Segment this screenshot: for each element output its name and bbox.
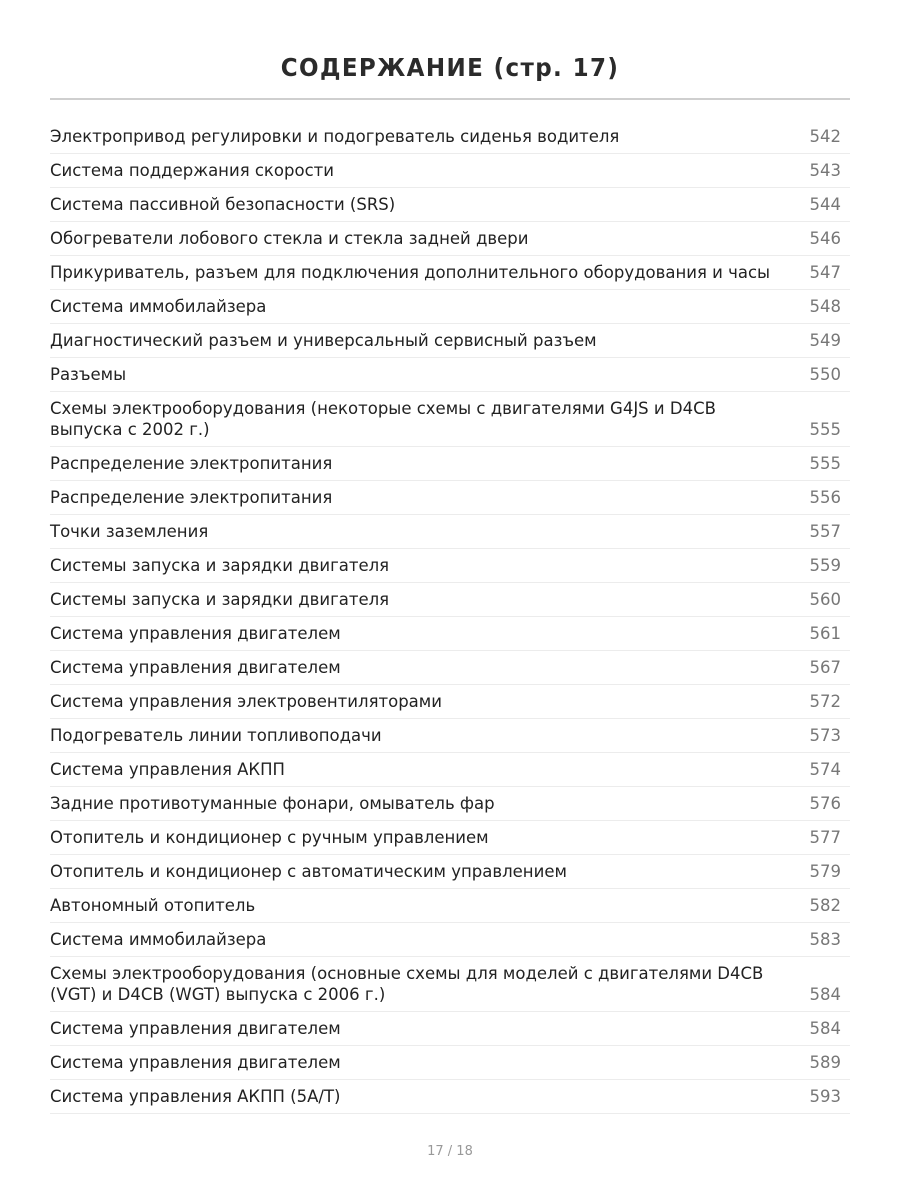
toc-entry-label: Система иммобилайзера	[50, 297, 267, 316]
toc-entry-page: 576	[809, 794, 841, 813]
toc-entry[interactable]	[50, 481, 850, 515]
toc-entry-label: Автономный отопитель	[50, 896, 256, 915]
toc-entry-page: 574	[809, 760, 841, 779]
toc-entry-label: Система управления двигателем	[50, 1053, 341, 1072]
toc-entry[interactable]	[50, 324, 850, 358]
toc-entry-page: 543	[809, 161, 841, 180]
toc-entry[interactable]	[50, 358, 850, 392]
toc-entry-label: Системы запуска и зарядки двигателя	[50, 556, 390, 575]
toc-entry[interactable]	[50, 188, 850, 222]
toc-entry-page: 593	[809, 1087, 841, 1106]
toc-entry-page: 584	[809, 1019, 841, 1038]
title-divider	[50, 98, 850, 100]
toc-entry[interactable]	[50, 290, 850, 324]
toc-entry-page: 572	[809, 692, 841, 711]
toc-entry-label: Система управления двигателем	[50, 658, 341, 677]
toc-entry-label: Система управления АКПП	[50, 760, 285, 779]
toc-entry-label: Система иммобилайзера	[50, 930, 267, 949]
toc-entry-label: Система управления двигателем	[50, 624, 341, 643]
toc-entry-label: Схемы электрооборудования (некоторые схемы с двигателями G4JS и D4CB выпуска с 2002 г.)	[50, 399, 716, 439]
toc-entry-page: 567	[809, 658, 841, 677]
toc-entry[interactable]	[50, 685, 850, 719]
toc-entry-page: 589	[809, 1053, 841, 1072]
toc-entry-label: Система пассивной безопасности (SRS)	[50, 195, 396, 214]
toc-entry-page: 546	[809, 229, 841, 248]
toc-entry-page: 547	[809, 263, 841, 282]
toc-entry-label: Задние противотуманные фонари, омыватель фар	[50, 794, 495, 813]
toc-entry-label: Системы запуска и зарядки двигателя	[50, 590, 390, 609]
toc-entry-label: Распределение электропитания	[50, 488, 333, 507]
toc-entry[interactable]	[50, 549, 850, 583]
toc-entry[interactable]	[50, 392, 850, 447]
toc-entry[interactable]	[50, 855, 850, 889]
toc-entry[interactable]	[50, 617, 850, 651]
toc-entry-page: 555	[809, 420, 841, 439]
toc-entry-label: Электропривод регулировки и подогреватель сиденья водителя	[50, 127, 620, 146]
toc-entry-page: 583	[809, 930, 841, 949]
toc-entry-page: 542	[809, 127, 841, 146]
toc-entry[interactable]	[50, 957, 850, 1012]
toc-entry-label: Отопитель и кондиционер с автоматическим управлением	[50, 862, 567, 881]
toc-entry-label: Схемы электрооборудования (основные схемы для моделей с двигателями D4CB (VGT) и D4CB (WGT) выпуска с 2006 г.)	[50, 964, 764, 1004]
toc-entry[interactable]	[50, 889, 850, 923]
toc-entry-label: Диагностический разъем и универсальный сервисный разъем	[50, 331, 597, 350]
page-indicator: 17 / 18	[427, 1144, 473, 1159]
toc-entry[interactable]	[50, 1080, 850, 1114]
toc-entry[interactable]	[50, 222, 850, 256]
toc-entry[interactable]	[50, 651, 850, 685]
toc-entry-page: 584	[809, 985, 841, 1004]
toc-entry-page: 579	[809, 862, 841, 881]
toc-entry[interactable]	[50, 583, 850, 617]
toc-entry-label: Обогреватели лобового стекла и стекла задней двери	[50, 229, 529, 248]
toc-entry-label: Подогреватель линии топливоподачи	[50, 726, 382, 745]
toc-entry-page: 561	[809, 624, 841, 643]
toc-entry-page: 556	[809, 488, 841, 507]
toc-entry[interactable]	[50, 447, 850, 481]
toc-entry-page: 573	[809, 726, 841, 745]
toc-entry-page: 559	[809, 556, 841, 575]
toc-entry-label: Точки заземления	[50, 522, 209, 541]
toc-entry-label: Система управления электровентиляторами	[50, 692, 442, 711]
toc-entry-label: Система управления АКПП (5А/Т)	[50, 1087, 341, 1106]
toc-entry-label: Прикуриватель, разъем для подключения дополнительного оборудования и часы	[50, 263, 771, 282]
toc-entry-page: 560	[809, 590, 841, 609]
toc-entry[interactable]	[50, 787, 850, 821]
toc-entry-page: 549	[809, 331, 841, 350]
toc-entry[interactable]	[50, 1046, 850, 1080]
toc-entry-label: Система поддержания скорости	[50, 161, 334, 180]
toc-entry-label: Разъемы	[50, 365, 127, 384]
page-title: СОДЕРЖАНИЕ (стр. 17)	[280, 52, 620, 82]
toc-entry[interactable]	[50, 923, 850, 957]
toc-entry-page: 577	[809, 828, 841, 847]
toc-entry-page: 582	[809, 896, 841, 915]
toc-list	[50, 120, 850, 1114]
toc-entry[interactable]	[50, 120, 850, 154]
toc-entry-label: Отопитель и кондиционер с ручным управлением	[50, 828, 489, 847]
toc-entry-label: Распределение электропитания	[50, 454, 333, 473]
toc-entry[interactable]	[50, 753, 850, 787]
toc-entry-page: 548	[809, 297, 841, 316]
toc-entry[interactable]	[50, 719, 850, 753]
toc-entry-page: 555	[809, 454, 841, 473]
toc-entry[interactable]	[50, 154, 850, 188]
toc-entry-page: 557	[809, 522, 841, 541]
toc-entry-page: 550	[809, 365, 841, 384]
toc-entry[interactable]	[50, 515, 850, 549]
toc-entry-label: Система управления двигателем	[50, 1019, 341, 1038]
toc-entry[interactable]	[50, 1012, 850, 1046]
toc-entry[interactable]	[50, 256, 850, 290]
toc-entry[interactable]	[50, 821, 850, 855]
toc-entry-page: 544	[809, 195, 841, 214]
